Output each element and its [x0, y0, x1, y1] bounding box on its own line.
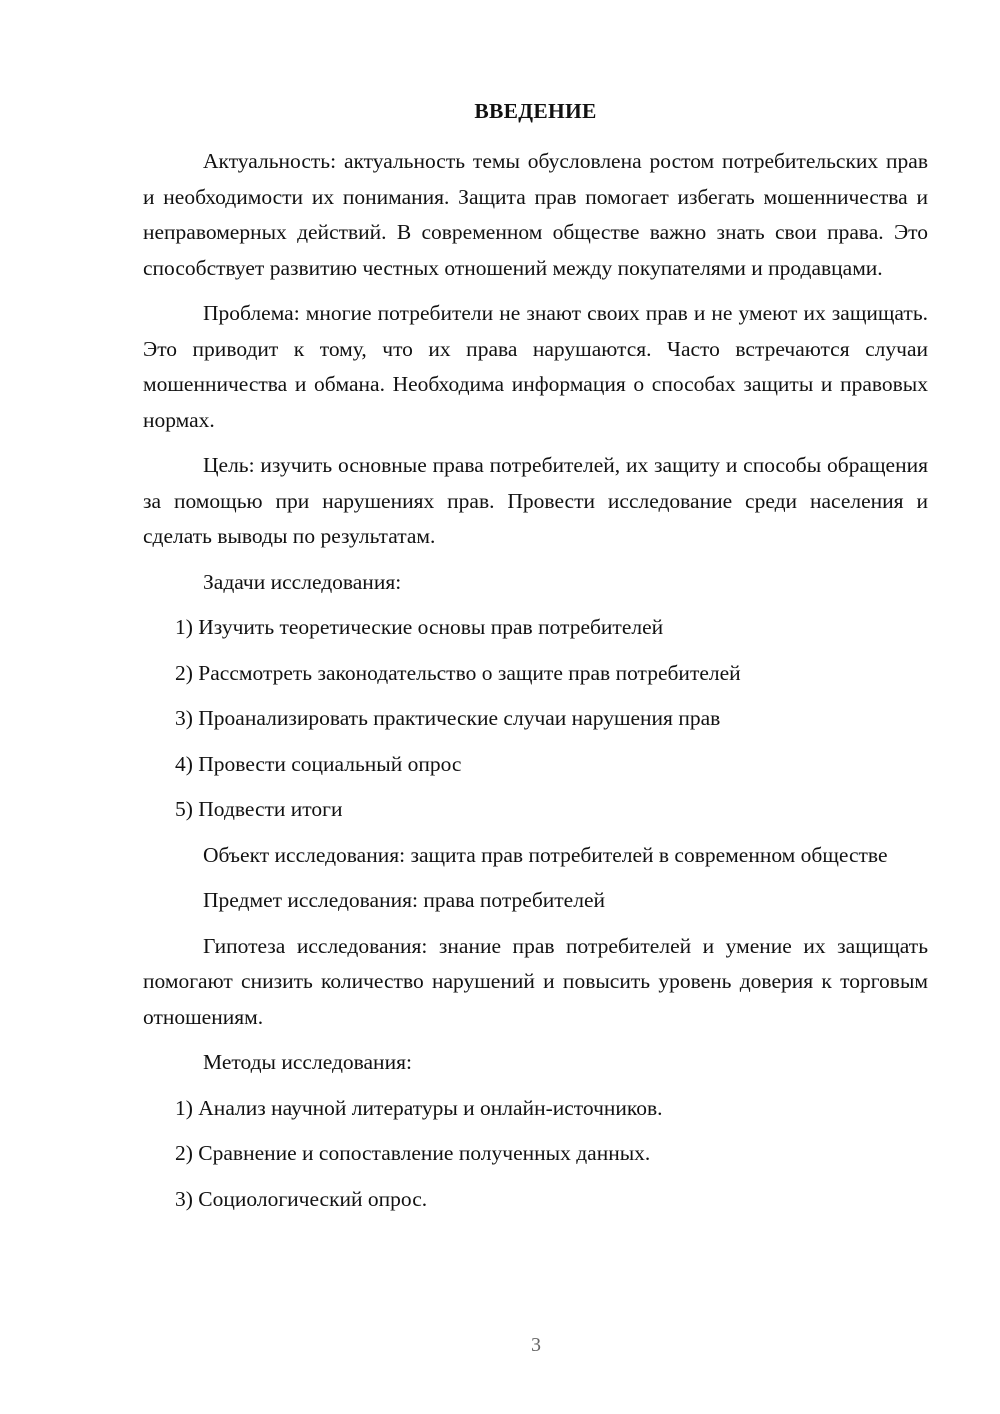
tasks-heading: Задачи исследования:: [203, 569, 402, 594]
hypothesis-paragraph: Гипотеза исследования: знание прав потребителей и умение их защищать помогают снизить количество нарушений и повысить уровень доверия к торговым отношениям.: [143, 933, 928, 1029]
task-item-2: 2) Рассмотреть законодательство о защите прав потребителей: [175, 660, 741, 685]
method-item-2: 2) Сравнение и сопоставление полученных данных.: [175, 1141, 651, 1165]
page-number: 3: [531, 1334, 541, 1356]
method-item-1: 1) Анализ научной литературы и онлайн-источников.: [175, 1095, 663, 1120]
task-item-1: 1) Изучить теоретические основы прав потребителей: [175, 615, 664, 639]
problem-paragraph: Проблема: многие потребители не знают своих прав и не умеют их защищать. Это приводит к тому, что их права нарушаются. Часто встречаются случаи мошенничества и обмана. Необходима информация о способах защиты и правовых нормах.: [143, 301, 928, 432]
subject-paragraph: Предмет исследования: права потребителей: [203, 888, 605, 912]
task-item-4: 4) Провести социальный опрос: [175, 751, 462, 776]
relevance-paragraph: Актуальность: актуальность темы обусловлена ростом потребительских прав и необходимости их понимания. Защита прав помогает избегать мошенничества и неправомерных действий. В современном обществе важно знать свои права. Это способствует развитию честных отношений между покупателями и продавцами.: [143, 149, 928, 280]
task-item-3: 3) Проанализировать практические случаи нарушения прав: [175, 706, 721, 730]
method-item-3: 3) Социологический опрос.: [175, 1186, 428, 1211]
object-paragraph: Объект исследования: защита прав потребителей в современном обществе: [203, 842, 888, 867]
goal-paragraph: Цель: изучить основные права потребителей, их защиту и способы обращения за помощью при нарушениях прав. Провести исследование среди населения и сделать выводы по результатам.: [143, 453, 928, 548]
methods-heading: Методы исследования:: [203, 1050, 412, 1074]
document-page: [143, 96, 928, 1227]
page-title: ВВЕДЕНИЕ: [474, 99, 597, 123]
task-item-5: 5) Подвести итоги: [175, 797, 343, 821]
